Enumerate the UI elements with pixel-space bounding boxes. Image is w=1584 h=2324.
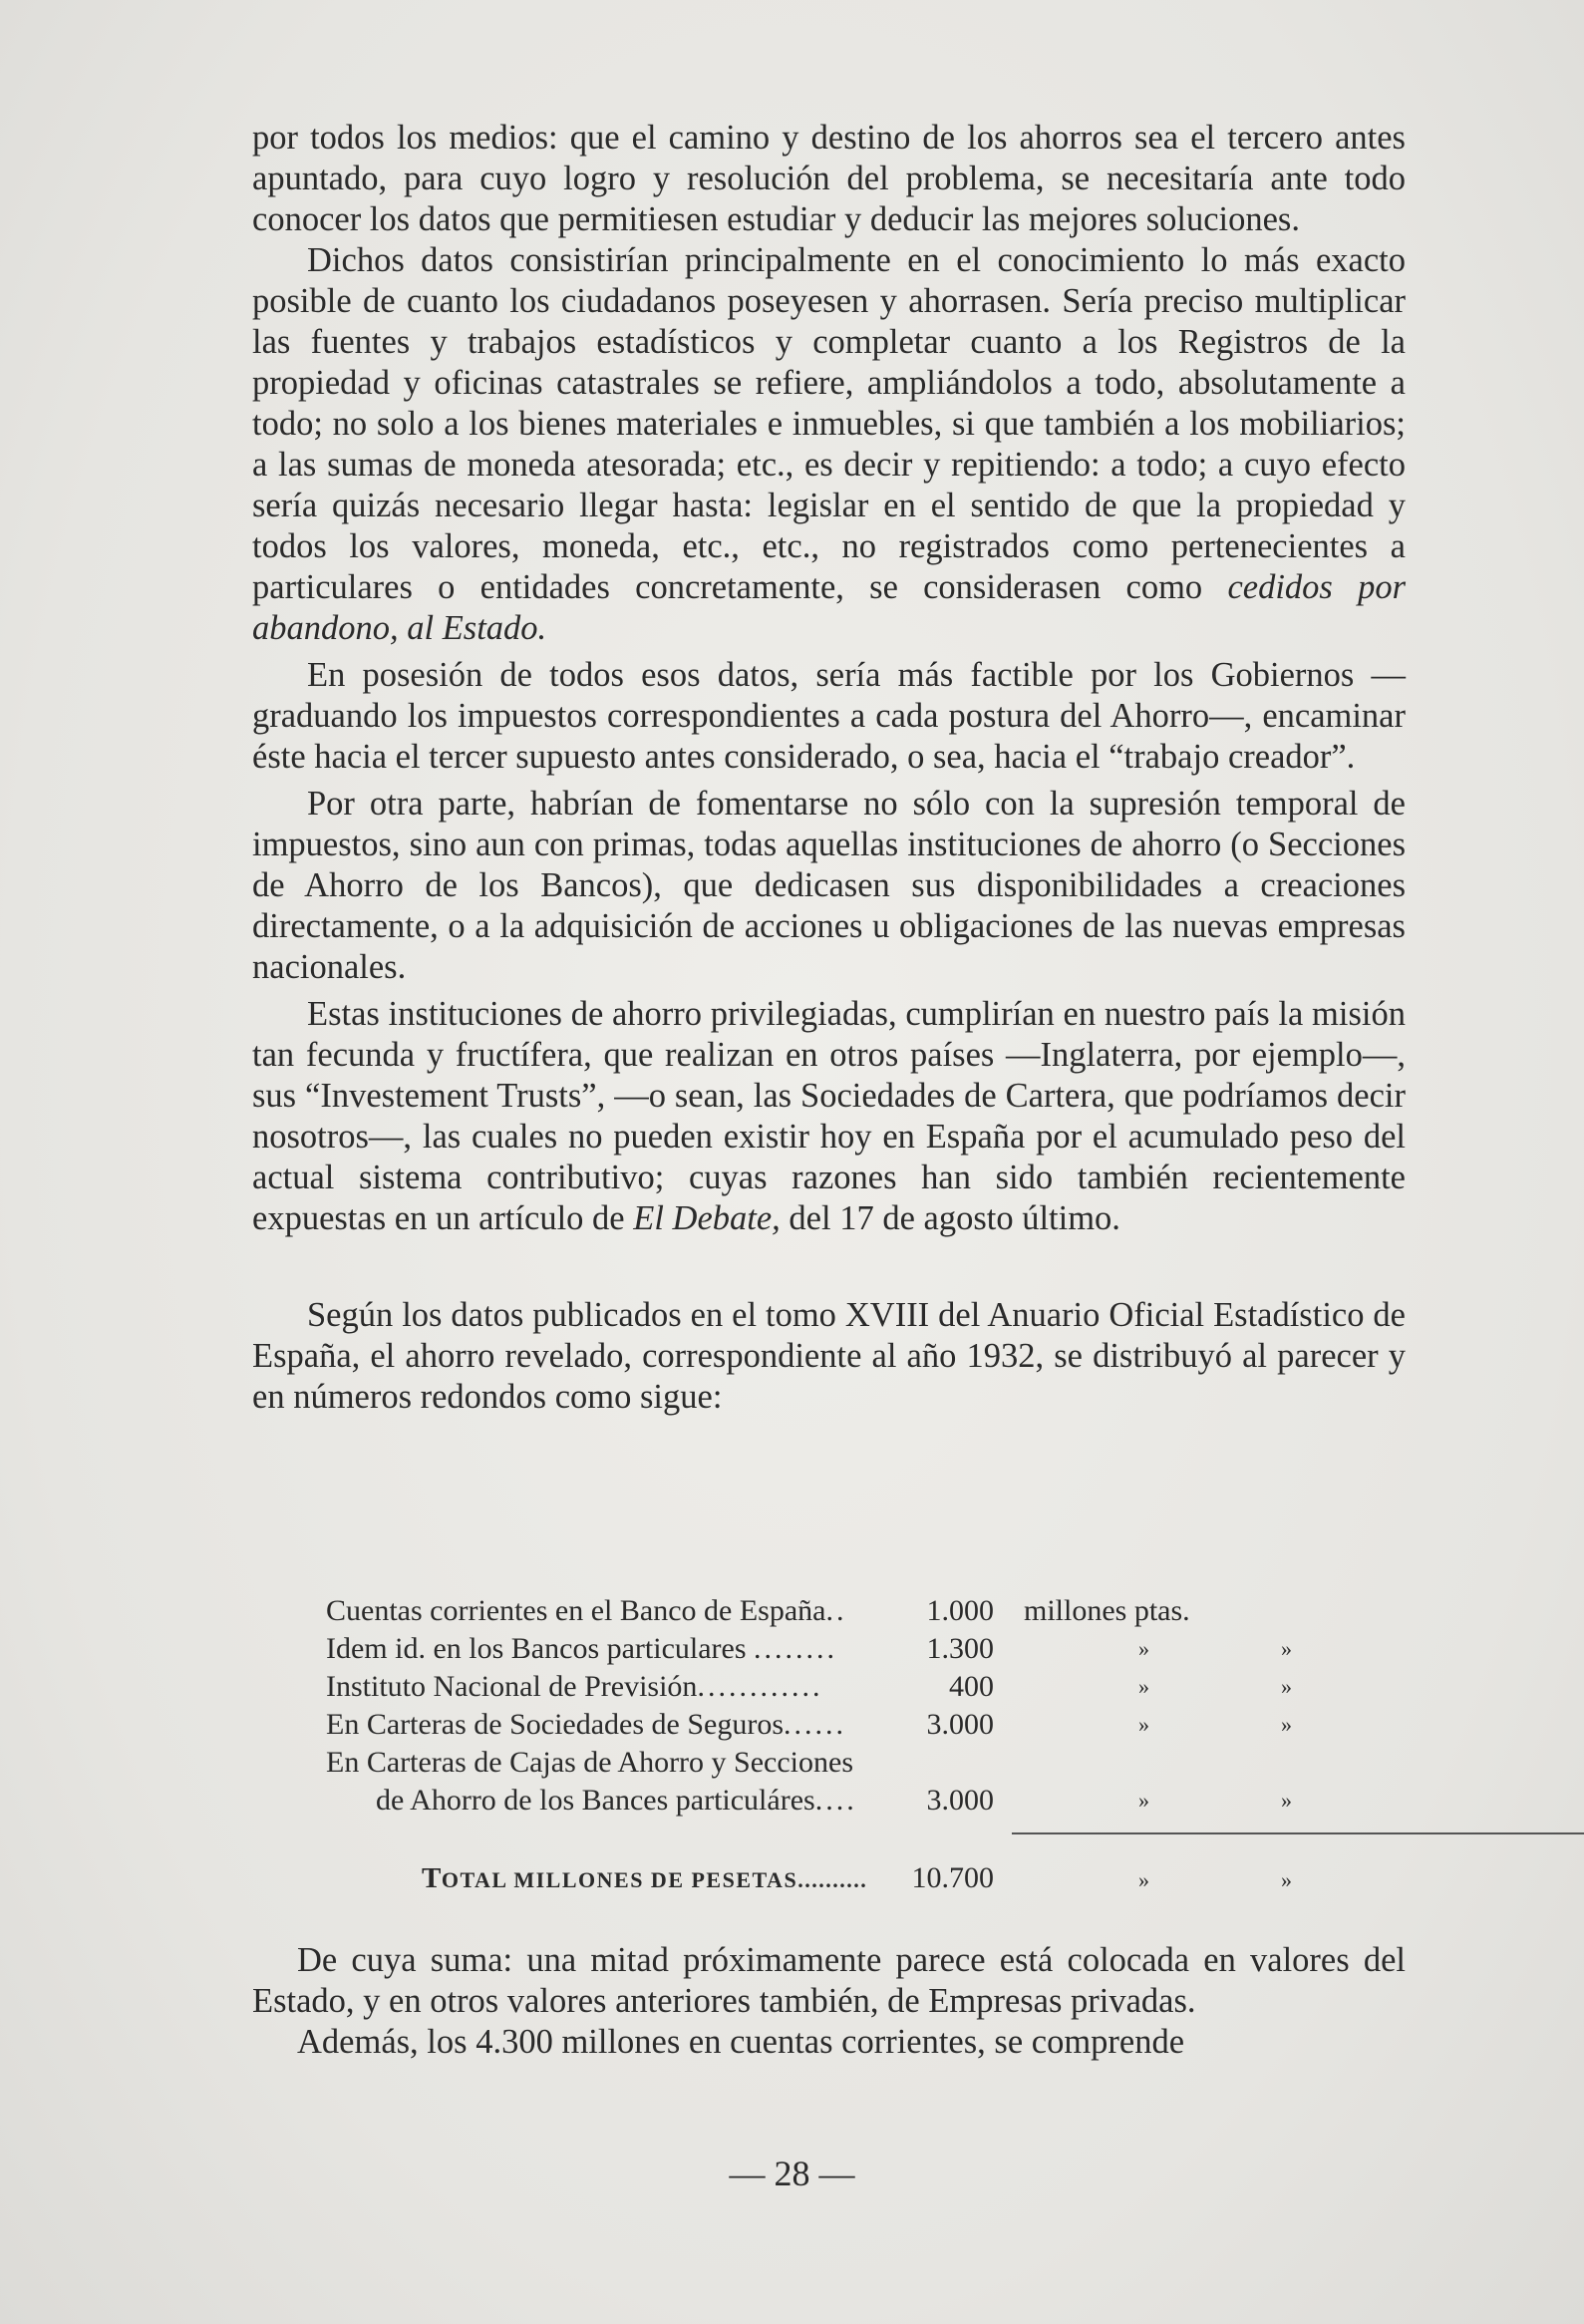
ditto-mark: » bbox=[1281, 1788, 1292, 1813]
ditto-mark: » bbox=[1138, 1788, 1149, 1813]
ditto-mark: » bbox=[1281, 1636, 1292, 1661]
paragraph-7: De cuya suma: una mitad próximamente parece está colocada en valores del Estado, y en otros valores anteriores también, de Empresas privadas. bbox=[252, 1941, 1406, 2020]
row-label: En Carteras de Cajas de Ahorro y Secciones bbox=[326, 1746, 853, 1779]
paragraph-3: En posesión de todos esos datos, sería más factible por los Gobiernos —graduando los impuestos correspondientes a cada postura del Ahorro—, encaminar éste hacia el tercer supuesto antes considerado, o sea, hacia el “trabajo creador”. bbox=[252, 656, 1406, 776]
paragraph-5-text-b: del 17 de agosto último. bbox=[789, 1199, 1120, 1237]
row-label: de Ahorro de los Bances particuláres.... bbox=[376, 1784, 857, 1817]
ditto-mark: » bbox=[1138, 1712, 1149, 1737]
paragraph-6: Según los datos publicados en el tomo XVIII del Anuario Oficial Estadístico de España, el ahorro revelado, correspondiente al año 1932, se distribuyó al parecer y en números redondos como sigue: bbox=[252, 1296, 1406, 1416]
body-text-continued bbox=[252, 1940, 1406, 2063]
total-rule bbox=[1012, 1832, 1584, 1834]
ditto-mark: » bbox=[1281, 1674, 1292, 1699]
paragraph-5 bbox=[252, 994, 1406, 1239]
row-amount: 3.000 bbox=[926, 1784, 994, 1817]
ditto-mark: » bbox=[1138, 1867, 1149, 1892]
paragraph-8: Además, los 4.300 millones en cuentas corrientes, se comprende bbox=[297, 2023, 1185, 2061]
table-row bbox=[326, 1630, 1343, 1668]
ditto-mark: » bbox=[1281, 1712, 1292, 1737]
table-row bbox=[326, 1668, 1343, 1706]
table-row bbox=[326, 1706, 1343, 1744]
paragraph-2 bbox=[252, 240, 1406, 649]
table-row bbox=[326, 1744, 1343, 1782]
row-amount: 1.300 bbox=[926, 1632, 994, 1665]
paragraph-1: por todos los medios: que el camino y destino de los ahorros sea el tercero antes apuntado, para cuyo logro y resolución del problema, se necesitaría ante todo conocer los datos que permitiesen estudiar y deducir las mejores soluciones. bbox=[252, 119, 1406, 238]
table-row bbox=[326, 1782, 1343, 1820]
ditto-mark: » bbox=[1138, 1636, 1149, 1661]
total-label: TOTAL MILLONES DE PESETAS.......... bbox=[422, 1862, 868, 1894]
paragraph-2-emphasis: cedidos por abandono, al Estado. bbox=[252, 568, 1406, 647]
row-unit: millones ptas. bbox=[1024, 1594, 1190, 1627]
total-row bbox=[326, 1859, 1343, 1899]
paragraph-4: Por otra parte, habrían de fomentarse no sólo con la supresión temporal de impuestos, sino aun con primas, todas aquellas instituciones de ahorro (o Secciones de Ahorro de los Bancos), que dedicasen sus disponibilidades a creaciones directamente, o a la adquisición de acciones u obligaciones de las nuevas empresas nacionales. bbox=[252, 785, 1406, 986]
row-amount: 1.000 bbox=[926, 1594, 994, 1627]
row-label: Instituto Nacional de Previsión............ bbox=[326, 1670, 823, 1703]
body-text bbox=[252, 118, 1406, 1418]
row-label: En Carteras de Sociedades de Seguros...... bbox=[326, 1708, 847, 1741]
row-label: Idem id. en los Bancos particulares ........ bbox=[326, 1632, 838, 1665]
page-number: — 28 — bbox=[729, 2154, 855, 2193]
ditto-mark: » bbox=[1138, 1674, 1149, 1699]
ditto-mark: » bbox=[1281, 1867, 1292, 1892]
newspaper-title: El Debate, bbox=[633, 1199, 781, 1237]
row-amount: 400 bbox=[949, 1670, 994, 1703]
paragraph-5-text-a: Estas instituciones de ahorro privilegiadas, cumplirían en nuestro país la misión tan fecunda y fructífera, que realizan en otros países —Inglaterra, por ejemplo—, sus “Investement Trusts”, —o sean, las Sociedades de Cartera, que podríamos decir nosotros—, las cuales no pueden existir hoy en España por el acumulado peso del actual sistema contributivo; cuyas razones han sido también recientemente expuestas en un artículo de bbox=[252, 995, 1406, 1237]
paragraph-2-text: Dichos datos consistirían principalmente en el conocimiento lo más exacto posible de cuanto los ciudadanos poseyesen y ahorrasen. Sería preciso multiplicar las fuentes y trabajos estadísticos y completar cuanto a los Registros de la propiedad y oficinas catastrales se refiere, ampliándolos a todo, absolutamente a todo; no solo a los bienes materiales e inmuebles, si que también a los mobiliarios; a las sumas de moneda atesorada; etc., es decir y repitiendo: a todo; a cuyo efecto sería quizás necesario llegar hasta: legislar en el sentido de que la propiedad y todos los valores, moneda, etc., etc., no registrados como pertenecientes a particulares o entidades concretamente, se considerasen como bbox=[252, 241, 1406, 606]
total-amount: 10.700 bbox=[911, 1861, 994, 1894]
row-amount: 3.000 bbox=[926, 1708, 994, 1741]
table-row bbox=[326, 1592, 1343, 1630]
row-label: Cuentas corrientes en el Banco de España.. bbox=[326, 1594, 847, 1627]
